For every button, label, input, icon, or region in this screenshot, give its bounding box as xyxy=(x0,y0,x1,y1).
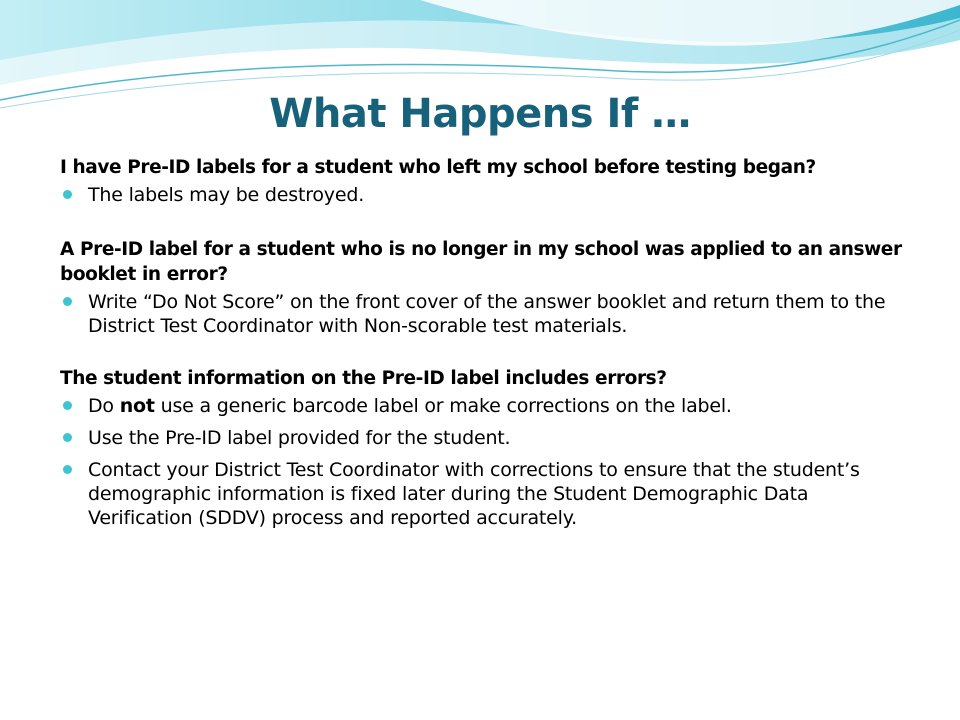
answer-emphasis: not xyxy=(119,395,155,417)
faq-section xyxy=(60,237,910,338)
bullet-icon xyxy=(63,465,72,474)
answer-text: Contact your District Test Coordinator with corrections to ensure that the student’s demographic information is fixed later during the Student Demographic Data Verification (SDDV) process and reported accurately. xyxy=(88,459,860,529)
bullet-icon xyxy=(63,401,72,410)
slide-title: What Happens If … xyxy=(269,91,691,137)
answer-item xyxy=(60,426,910,450)
answer-item xyxy=(60,290,910,338)
answer-item xyxy=(60,458,910,530)
faq-question: The student information on the Pre-ID label includes errors? xyxy=(60,368,667,389)
faq-section xyxy=(60,155,910,207)
faq-section xyxy=(60,366,910,530)
answer-list xyxy=(60,394,910,530)
bullet-icon xyxy=(63,190,72,199)
answer-list xyxy=(60,183,910,207)
faq-question: I have Pre-ID labels for a student who left my school before testing began? xyxy=(60,157,816,178)
answer-text: Write “Do Not Score” on the front cover of the answer booklet and return them to the District Test Coordinator with Non-scorable test materials. xyxy=(88,291,886,337)
answer-item xyxy=(60,394,910,418)
answer-list xyxy=(60,290,910,338)
slide-body xyxy=(60,155,910,538)
answer-item xyxy=(60,183,910,207)
answer-text-suffix: use a generic barcode label or make corrections on the label. xyxy=(154,395,732,417)
faq-question: A Pre-ID label for a student who is no longer in my school was applied to an answer booklet in error? xyxy=(60,239,902,285)
bullet-icon xyxy=(63,433,72,442)
bullet-icon xyxy=(63,297,72,306)
answer-text: The labels may be destroyed. xyxy=(88,184,365,206)
answer-text-prefix: Do xyxy=(88,395,120,417)
answer-text: Use the Pre-ID label provided for the student. xyxy=(88,427,511,449)
